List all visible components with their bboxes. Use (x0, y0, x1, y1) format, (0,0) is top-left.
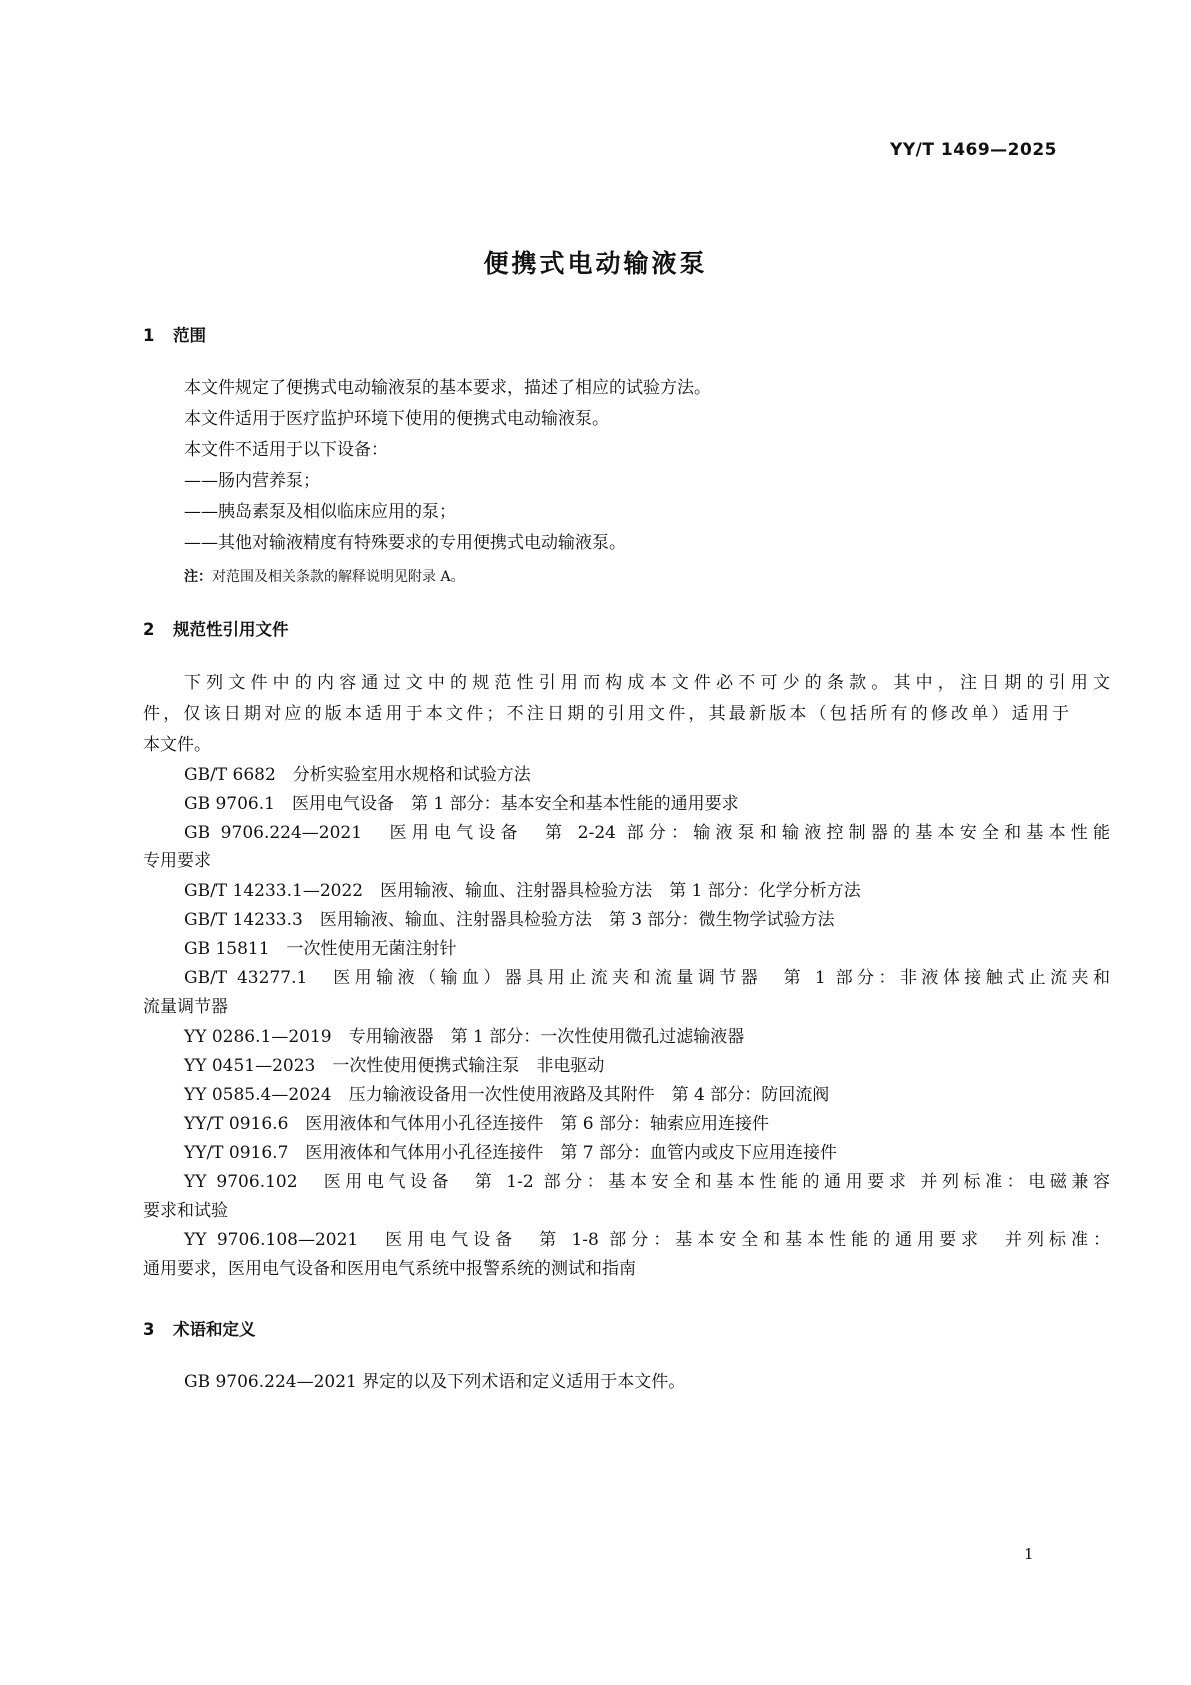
reference-item: YY 0451—2023 一次性使用便携式输注泵 非电驱动 (184, 1056, 605, 1076)
section-number: 1 (143, 326, 155, 345)
section-title: 范围 (173, 326, 206, 345)
paragraph: 本文件适用于医疗监护环境下使用的便携式电动输液泵。 (184, 409, 609, 429)
section-title: 规范性引用文件 (173, 620, 289, 639)
reference-item: YY 9706.108—2021 医用电气设备 第 1-8 部分：基本安全和基本性能的通用要求 并列标准： (184, 1230, 1110, 1250)
list-item: ——肠内营养泵； (184, 471, 320, 491)
reference-item: GB 9706.224—2021 医用电气设备 第 2-24 部分：输液泵和输液控制器的基本安全和基本性能 (184, 823, 1110, 843)
paragraph-line: 件，仅该日期对应的版本适用于本文件；不注日期的引用文件，其最新版本（包括所有的修改单）适用于 (143, 704, 1069, 724)
reference-item: GB/T 14233.3 医用输液、输血、注射器具检验方法 第 3 部分：微生物学试验方法 (184, 910, 835, 930)
section-title: 术语和定义 (173, 1320, 256, 1339)
note-label: 注： (184, 569, 212, 585)
reference-item: GB/T 6682 分析实验室用水规格和试验方法 (184, 765, 531, 785)
reference-item: GB 15811 一次性使用无菌注射针 (184, 939, 457, 959)
reference-item: GB/T 14233.1—2022 医用输液、输血、注射器具检验方法 第 1 部分：化学分析方法 (184, 881, 861, 901)
section-number: 2 (143, 620, 155, 639)
reference-item: YY/T 0916.7 医用液体和气体用小孔径连接件 第 7 部分：血管内或皮下应用连接件 (184, 1143, 838, 1163)
section-2-heading (143, 616, 289, 640)
paragraph-line: 本文件。 (143, 735, 211, 755)
paragraph: 本文件规定了便携式电动输液泵的基本要求，描述了相应的试验方法。 (184, 378, 711, 398)
list-item: ——胰岛素泵及相似临床应用的泵； (184, 502, 456, 522)
reference-item-continued: 通用要求，医用电气设备和医用电气系统中报警系统的测试和指南 (143, 1259, 636, 1279)
reference-item-continued: 要求和试验 (143, 1201, 228, 1221)
document-title: 便携式电动输液泵 (483, 249, 708, 278)
reference-item: YY/T 0916.6 医用液体和气体用小孔径连接件 第 6 部分：轴索应用连接件 (184, 1114, 770, 1134)
paragraph: GB 9706.224—2021 界定的以及下列术语和定义适用于本文件。 (184, 1372, 686, 1392)
reference-item-continued: 流量调节器 (143, 997, 228, 1017)
paragraph: 本文件不适用于以下设备： (184, 440, 388, 460)
reference-item: GB/T 43277.1 医用输液（输血）器具用止流夹和流量调节器 第 1 部分：非液体接触式止流夹和 (184, 968, 1110, 988)
page-number: 1 (1024, 1545, 1034, 1563)
note (184, 566, 465, 586)
section-3-heading (143, 1316, 256, 1340)
reference-item-continued: 专用要求 (143, 851, 211, 871)
reference-item: YY 0286.1—2019 专用输液器 第 1 部分：一次性使用微孔过滤输液器 (184, 1027, 745, 1047)
reference-item: GB 9706.1 医用电气设备 第 1 部分：基本安全和基本性能的通用要求 (184, 794, 739, 814)
paragraph-line: 下列文件中的内容通过文中的规范性引用而构成本文件必不可少的条款。其中，注日期的引用文 (184, 673, 1110, 693)
reference-item: YY 0585.4—2024 压力输液设备用一次性使用液路及其附件 第 4 部分：防回流阀 (184, 1085, 830, 1105)
reference-item: YY 9706.102 医用电气设备 第 1-2 部分：基本安全和基本性能的通用要求 并列标准：电磁兼容 (184, 1172, 1110, 1192)
list-item: ——其他对输液精度有特殊要求的专用便携式电动输液泵。 (184, 533, 626, 553)
note-text: 对范围及相关条款的解释说明见附录 A。 (212, 569, 465, 585)
section-number: 3 (143, 1320, 155, 1339)
document-code: YY/T 1469—2025 (890, 140, 1057, 160)
section-1-heading (143, 322, 206, 346)
